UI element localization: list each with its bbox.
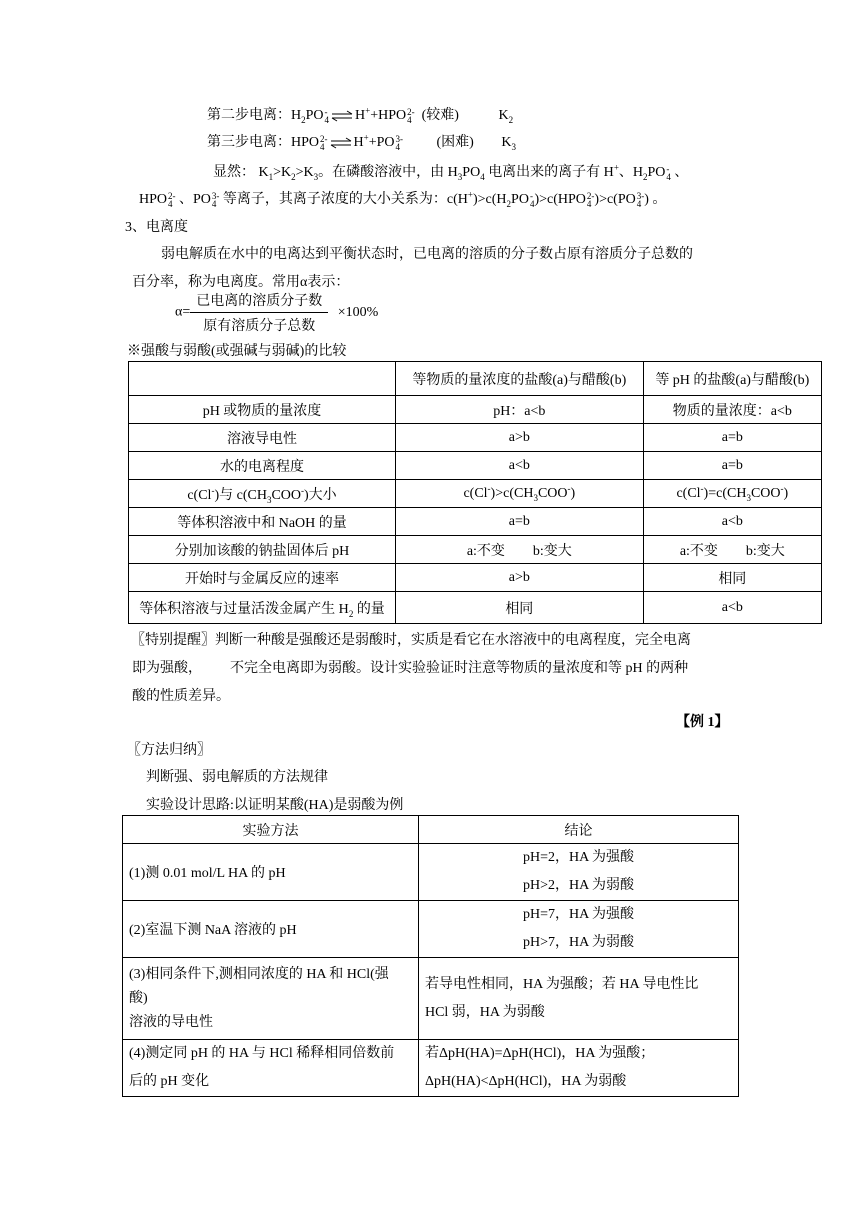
table-row bbox=[123, 1040, 739, 1097]
table-row: 等体积溶液与过量活泼金属产生 $H_2$ 的量 相同 a<b bbox=[129, 592, 822, 624]
table-cell: c(Cl-)与 $c(CH_3COO^-)$大小 bbox=[129, 480, 396, 508]
table-cell: 等体积溶液与过量活泼金属产生 $H_2$ 的量 bbox=[129, 592, 396, 624]
obvious-line: 显然： $K_1>K_2>K_3$。在磷酸溶液中，由 $H_3PO_4$ 电离出来的离子有 H+、$H_2PO$ - 4 、 bbox=[213, 162, 689, 182]
table-row: 实验方法 结论 bbox=[123, 816, 739, 844]
fraction: $\frac{\text{已电离的溶质分子数}}{\text{原有溶质分子总数}}$ bbox=[190, 290, 328, 335]
example-label: 【例 1】 bbox=[676, 715, 729, 730]
ionization-degree-formula: α= $\frac{\text{已电离的溶质分子数}}{\text{原有溶质分子总数}}$ ×100% bbox=[175, 290, 378, 335]
section-heading: 3、电离度 bbox=[125, 220, 188, 235]
tip-line: 〖特别提醒〗判断一种酸是强酸还是弱酸时，实质是看它在水溶液中的电离程度，完全电离 bbox=[131, 633, 691, 648]
table-row: (1)测 0.01 mol/L HA 的 pH pH=2，HA 为强酸 pH>2，HA 为弱酸 bbox=[123, 844, 739, 901]
table-row: 分别加该酸的钠盐固体后 pH a:不变 b:变大 a:不变 b:变大 bbox=[129, 536, 822, 564]
table-cell: pH=2，HA 为强酸 pH>2，HA 为弱酸 bbox=[418, 844, 738, 901]
ionization-step-3: 第三步电离：HPO 2- 4 H++PO 3- 4 (困难) $K_3$ bbox=[207, 132, 516, 152]
table-row: 等体积溶液中和 NaOH 的量 a=b a<b bbox=[129, 508, 822, 536]
method-table bbox=[122, 815, 739, 1097]
comparison-title: ※强酸与弱酸(或强碱与弱碱)的比较 bbox=[127, 344, 347, 359]
ionization-step-2: 第二步电离：$H_2PO$ - 4 H++HPO 2- 4 (较难) $K_2$ bbox=[207, 105, 514, 125]
table-row: 溶液导电性 a>b a=b bbox=[129, 424, 822, 452]
method-heading: 〖方法归纳〗 bbox=[127, 743, 211, 758]
table-row: 开始时与金属反应的速率 a>b 相同 bbox=[129, 564, 822, 592]
table-row: 等物质的量浓度的盐酸(a)与醋酸(b) 等 pH 的盐酸(a)与醋酸(b) bbox=[129, 362, 822, 396]
table-cell: 若导电性相同，HA 为强酸；若 HA 导电性比 HCl 弱，HA 为弱酸 bbox=[418, 958, 738, 1040]
method-line: 实验设计思路:以证明某酸(HA)是弱酸为例 bbox=[146, 798, 404, 813]
comparison-table bbox=[128, 361, 822, 624]
table-row: pH 或物质的量浓度 pH：a<b 物质的量浓度：a<b bbox=[129, 396, 822, 424]
ion-concentration-line: HPO 2- 4 、PO 3- 4 等离子，其离子浓度的大小关系为：$c(H^+)>c(H_2PO$ - 4 )>c(HPO 2- 4 )>c(PO 3- 4 ) 。 bbox=[139, 189, 667, 209]
table-row bbox=[129, 480, 822, 508]
tip-line: 酸的性质差异。 bbox=[132, 689, 230, 704]
table-cell: $c(Cl^-)>c(CH_3COO^-)$ bbox=[396, 480, 644, 508]
table-cell: (4)测定同 pH 的 HA 与 HCl 稀释相同倍数前 后的 pH 变化 bbox=[123, 1040, 419, 1097]
equilibrium-arrow-icon bbox=[331, 110, 353, 122]
table-row bbox=[123, 958, 739, 1040]
equilibrium-arrow-icon bbox=[330, 137, 352, 149]
paragraph-line: 百分率，称为电离度。常用α表示： bbox=[132, 275, 350, 290]
method-line: 判断强、弱电解质的方法规律 bbox=[146, 770, 328, 785]
table-cell: (3)相同条件下,测相同浓度的 HA 和 HCl(强 酸) 溶液的导电性 bbox=[123, 958, 419, 1040]
paragraph-line: 弱电解质在水中的电离达到平衡状态时，已电离的溶质的分子数占原有溶质分子总数的 bbox=[161, 247, 693, 262]
table-cell: pH=7，HA 为强酸 pH>7，HA 为弱酸 bbox=[418, 901, 738, 958]
table-cell: $c(Cl^-)=c(CH_3COO^-)$ bbox=[643, 480, 821, 508]
table-row: (2)室温下测 NaA 溶液的 pH pH=7，HA 为强酸 pH>7，HA 为弱酸 bbox=[123, 901, 739, 958]
table-cell: 若ΔpH(HA)=ΔpH(HCl)，HA 为强酸； ΔpH(HA)<ΔpH(HCl)，HA 为弱酸 bbox=[418, 1040, 738, 1097]
tip-line: 即为强酸， 不完全电离即为弱酸。设计实验验证时注意等物质的量浓度和等 pH 的两种 bbox=[132, 661, 689, 676]
table-row: 水的电离程度 a<b a=b bbox=[129, 452, 822, 480]
